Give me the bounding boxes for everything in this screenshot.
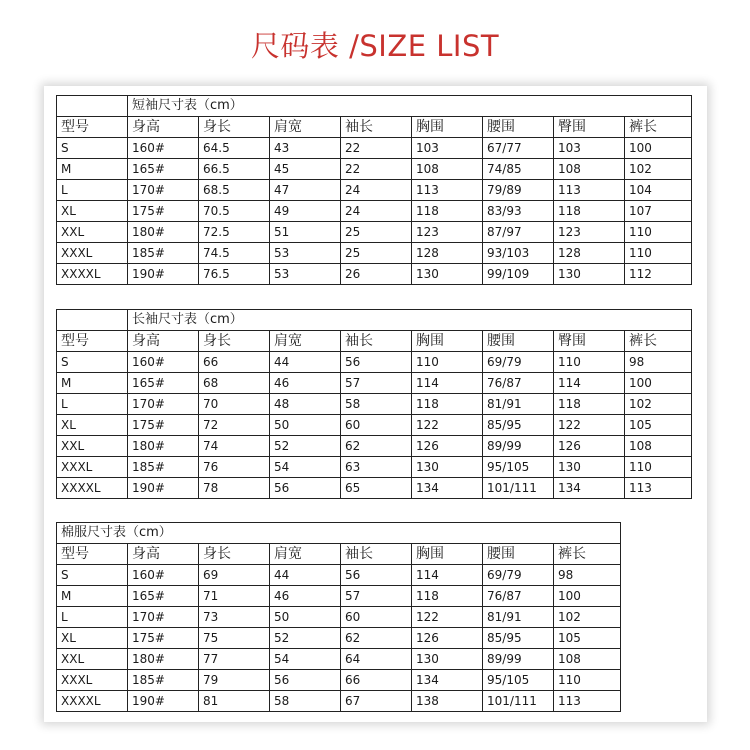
table-caption-row [57, 523, 621, 544]
table-cell: 75 [199, 628, 270, 649]
table-cell: 108 [554, 159, 625, 180]
table-cell: 110 [554, 670, 621, 691]
table-cell: 170# [128, 394, 199, 415]
table-cell: 185# [128, 457, 199, 478]
table-cell: XXXL [57, 670, 128, 691]
column-header: 腰围 [483, 331, 554, 352]
table-cell: 49 [270, 201, 341, 222]
table-cell: 126 [412, 628, 483, 649]
table-row [57, 201, 692, 222]
table-cell: 62 [341, 436, 412, 457]
table-cell: S [57, 352, 128, 373]
table-cell: 69/79 [483, 352, 554, 373]
table-cell: 70 [199, 394, 270, 415]
table-cell: 25 [341, 222, 412, 243]
table-row [57, 180, 692, 201]
table-cell: 130 [412, 457, 483, 478]
table-cell: 73 [199, 607, 270, 628]
table-cell: 71 [199, 586, 270, 607]
column-header: 型号 [57, 117, 128, 138]
table-cell: 114 [554, 373, 625, 394]
column-header: 肩宽 [270, 117, 341, 138]
table-cell: 46 [270, 373, 341, 394]
column-header: 型号 [57, 331, 128, 352]
table-cell: 81/91 [483, 394, 554, 415]
table-cell: 122 [554, 415, 625, 436]
table-cell: 46 [270, 586, 341, 607]
column-header: 裤长 [554, 544, 621, 565]
table-cell: 190# [128, 478, 199, 499]
table-cell: 50 [270, 607, 341, 628]
table-caption-row [57, 310, 692, 331]
table-cell: 102 [554, 607, 621, 628]
table-cell: 53 [270, 264, 341, 285]
table-cell: 160# [128, 138, 199, 159]
table-caption: 短袖尺寸表（cm） [128, 96, 692, 117]
table-cell: 52 [270, 628, 341, 649]
table-caption-row [57, 96, 692, 117]
table-row [57, 628, 621, 649]
column-header: 身高 [128, 544, 199, 565]
table-cell: 52 [270, 436, 341, 457]
table-cell: 113 [412, 180, 483, 201]
table-cell: XL [57, 415, 128, 436]
table-cell: 118 [554, 394, 625, 415]
table-cell: XL [57, 201, 128, 222]
table-cell: 50 [270, 415, 341, 436]
table-cell: 112 [625, 264, 692, 285]
table-cell: XXL [57, 436, 128, 457]
table-row [57, 138, 692, 159]
table-cell: 113 [554, 691, 621, 712]
table-cell: 79 [199, 670, 270, 691]
table-cell: 74.5 [199, 243, 270, 264]
table-cell: 65 [341, 478, 412, 499]
table-cell: 130 [554, 264, 625, 285]
table-cell: 110 [625, 457, 692, 478]
table-cell: 76/87 [483, 586, 554, 607]
table-cell: 108 [554, 649, 621, 670]
table-cell: 99/109 [483, 264, 554, 285]
table-cell: 134 [412, 670, 483, 691]
column-header: 胸围 [412, 544, 483, 565]
column-header: 腰围 [483, 544, 554, 565]
table-caption-spacer [57, 96, 128, 117]
table-row [57, 436, 692, 457]
column-header: 腰围 [483, 117, 554, 138]
table-cell: 102 [625, 394, 692, 415]
table-caption: 棉服尺寸表（cm） [57, 523, 621, 544]
table-cell: XXL [57, 222, 128, 243]
table-cell: 98 [554, 565, 621, 586]
padded-coat-size-table [56, 522, 621, 712]
table-cell: 57 [341, 373, 412, 394]
table-cell: 95/105 [483, 457, 554, 478]
table-cell: 128 [554, 243, 625, 264]
table-cell: 113 [625, 478, 692, 499]
table-cell: 60 [341, 415, 412, 436]
table-cell: 66 [341, 670, 412, 691]
table-cell: 25 [341, 243, 412, 264]
table-cell: XXXXL [57, 478, 128, 499]
column-header: 肩宽 [270, 544, 341, 565]
table-cell: 110 [625, 222, 692, 243]
table-cell: 51 [270, 222, 341, 243]
table-cell: XXL [57, 649, 128, 670]
column-header: 型号 [57, 544, 128, 565]
table-cell: 108 [412, 159, 483, 180]
table-cell: 85/95 [483, 628, 554, 649]
table-cell: 180# [128, 222, 199, 243]
table-cell: 69/79 [483, 565, 554, 586]
table-cell: 68.5 [199, 180, 270, 201]
table-cell: 138 [412, 691, 483, 712]
table-cell: L [57, 180, 128, 201]
table-cell: 24 [341, 201, 412, 222]
table-cell: 24 [341, 180, 412, 201]
table-cell: 78 [199, 478, 270, 499]
table-cell: 22 [341, 159, 412, 180]
table-cell: 170# [128, 607, 199, 628]
table-cell: 54 [270, 649, 341, 670]
table-cell: 66.5 [199, 159, 270, 180]
table-cell: 114 [412, 565, 483, 586]
table-cell: 190# [128, 691, 199, 712]
table-cell: 101/111 [483, 691, 554, 712]
table-cell: 180# [128, 649, 199, 670]
column-header: 袖长 [341, 544, 412, 565]
column-header: 袖长 [341, 331, 412, 352]
table-row [57, 243, 692, 264]
long-sleeve-size-table [56, 309, 692, 499]
table-cell: 100 [554, 586, 621, 607]
table-cell: 89/99 [483, 436, 554, 457]
table-cell: 175# [128, 628, 199, 649]
table-cell: 185# [128, 670, 199, 691]
column-header: 身高 [128, 331, 199, 352]
table-cell: 160# [128, 565, 199, 586]
table-cell: 77 [199, 649, 270, 670]
table-cell: 70.5 [199, 201, 270, 222]
column-header: 肩宽 [270, 331, 341, 352]
table-cell: S [57, 138, 128, 159]
table-cell: 110 [412, 352, 483, 373]
table-cell: 160# [128, 352, 199, 373]
column-header: 身长 [199, 117, 270, 138]
table-cell: 190# [128, 264, 199, 285]
table-cell: 105 [554, 628, 621, 649]
table-cell: XXXXL [57, 264, 128, 285]
table-cell: 126 [412, 436, 483, 457]
table-row [57, 352, 692, 373]
column-header: 身高 [128, 117, 199, 138]
table-cell: 130 [412, 264, 483, 285]
table-cell: 98 [625, 352, 692, 373]
table-cell: 165# [128, 373, 199, 394]
table-cell: 26 [341, 264, 412, 285]
table-cell: L [57, 607, 128, 628]
table-cell: 76 [199, 457, 270, 478]
table-cell: 180# [128, 436, 199, 457]
table-row [57, 586, 621, 607]
table-cell: 110 [625, 243, 692, 264]
table-row [57, 607, 621, 628]
table-cell: 56 [270, 670, 341, 691]
table-cell: 103 [554, 138, 625, 159]
column-header: 裤长 [625, 117, 692, 138]
table-cell: 114 [412, 373, 483, 394]
table-cell: 130 [554, 457, 625, 478]
table-cell: 105 [625, 415, 692, 436]
table-cell: 81 [199, 691, 270, 712]
table-row [57, 457, 692, 478]
table-cell: 100 [625, 138, 692, 159]
table-cell: 69 [199, 565, 270, 586]
table-cell: 85/95 [483, 415, 554, 436]
table-cell: 95/105 [483, 670, 554, 691]
table-cell: 83/93 [483, 201, 554, 222]
table-cell: M [57, 373, 128, 394]
table-cell: 126 [554, 436, 625, 457]
table-cell: 134 [554, 478, 625, 499]
table-cell: 56 [270, 478, 341, 499]
table-row [57, 394, 692, 415]
column-header: 身长 [199, 544, 270, 565]
table-cell: XXXL [57, 457, 128, 478]
short-sleeve-size-table [56, 95, 692, 285]
table-cell: 22 [341, 138, 412, 159]
table-cell: 170# [128, 180, 199, 201]
table-cell: 67/77 [483, 138, 554, 159]
table-row [57, 478, 692, 499]
table-cell: 93/103 [483, 243, 554, 264]
table-cell: 103 [412, 138, 483, 159]
table-cell: 123 [554, 222, 625, 243]
table-cell: 102 [625, 159, 692, 180]
table-cell: 134 [412, 478, 483, 499]
table-cell: 101/111 [483, 478, 554, 499]
table-cell: 48 [270, 394, 341, 415]
table-cell: 62 [341, 628, 412, 649]
table-cell: XXXXL [57, 691, 128, 712]
table-row [57, 264, 692, 285]
table-cell: 76.5 [199, 264, 270, 285]
column-header: 臀围 [554, 331, 625, 352]
table-cell: 110 [554, 352, 625, 373]
table-cell: 81/91 [483, 607, 554, 628]
table-cell: 185# [128, 243, 199, 264]
table-cell: 122 [412, 607, 483, 628]
table-row [57, 373, 692, 394]
table-caption-spacer [57, 310, 128, 331]
table-row [57, 649, 621, 670]
table-cell: 44 [270, 565, 341, 586]
column-header: 臀围 [554, 117, 625, 138]
table-cell: 53 [270, 243, 341, 264]
table-cell: 100 [625, 373, 692, 394]
table-cell: 175# [128, 201, 199, 222]
page-title: 尺码表 /SIZE LIST [250, 29, 500, 63]
table-header-row [57, 544, 621, 565]
table-cell: XXXL [57, 243, 128, 264]
table-cell: 63 [341, 457, 412, 478]
table-header-row [57, 331, 692, 352]
column-header: 胸围 [412, 117, 483, 138]
table-cell: 58 [341, 394, 412, 415]
table-cell: 87/97 [483, 222, 554, 243]
table-cell: 56 [341, 352, 412, 373]
table-cell: 66 [199, 352, 270, 373]
table-cell: 165# [128, 159, 199, 180]
table-cell: 56 [341, 565, 412, 586]
table-cell: 165# [128, 586, 199, 607]
table-row [57, 222, 692, 243]
table-cell: 64.5 [199, 138, 270, 159]
table-cell: 45 [270, 159, 341, 180]
column-header: 身长 [199, 331, 270, 352]
table-row [57, 691, 621, 712]
table-caption: 长袖尺寸表（cm） [128, 310, 692, 331]
table-cell: 118 [412, 201, 483, 222]
column-header: 裤长 [625, 331, 692, 352]
table-cell: S [57, 565, 128, 586]
table-header-row [57, 117, 692, 138]
table-cell: 57 [341, 586, 412, 607]
table-cell: 58 [270, 691, 341, 712]
table-cell: 74 [199, 436, 270, 457]
table-cell: 44 [270, 352, 341, 373]
table-cell: M [57, 586, 128, 607]
column-header: 袖长 [341, 117, 412, 138]
table-cell: 118 [412, 586, 483, 607]
table-cell: 74/85 [483, 159, 554, 180]
table-cell: 118 [554, 201, 625, 222]
table-row [57, 565, 621, 586]
table-cell: 104 [625, 180, 692, 201]
table-cell: 128 [412, 243, 483, 264]
table-cell: 76/87 [483, 373, 554, 394]
table-cell: 107 [625, 201, 692, 222]
table-cell: 64 [341, 649, 412, 670]
table-cell: M [57, 159, 128, 180]
table-row [57, 159, 692, 180]
table-cell: 175# [128, 415, 199, 436]
table-cell: 130 [412, 649, 483, 670]
table-cell: 118 [412, 394, 483, 415]
table-cell: 54 [270, 457, 341, 478]
column-header: 胸围 [412, 331, 483, 352]
table-cell: 122 [412, 415, 483, 436]
table-cell: 68 [199, 373, 270, 394]
table-row [57, 415, 692, 436]
table-cell: 108 [625, 436, 692, 457]
table-cell: 79/89 [483, 180, 554, 201]
table-cell: 43 [270, 138, 341, 159]
table-cell: 123 [412, 222, 483, 243]
table-cell: 67 [341, 691, 412, 712]
table-cell: 72 [199, 415, 270, 436]
table-cell: 60 [341, 607, 412, 628]
table-cell: 72.5 [199, 222, 270, 243]
size-chart-card [44, 86, 707, 722]
table-cell: 89/99 [483, 649, 554, 670]
table-row [57, 670, 621, 691]
table-cell: 47 [270, 180, 341, 201]
table-cell: XL [57, 628, 128, 649]
table-cell: L [57, 394, 128, 415]
table-cell: 113 [554, 180, 625, 201]
